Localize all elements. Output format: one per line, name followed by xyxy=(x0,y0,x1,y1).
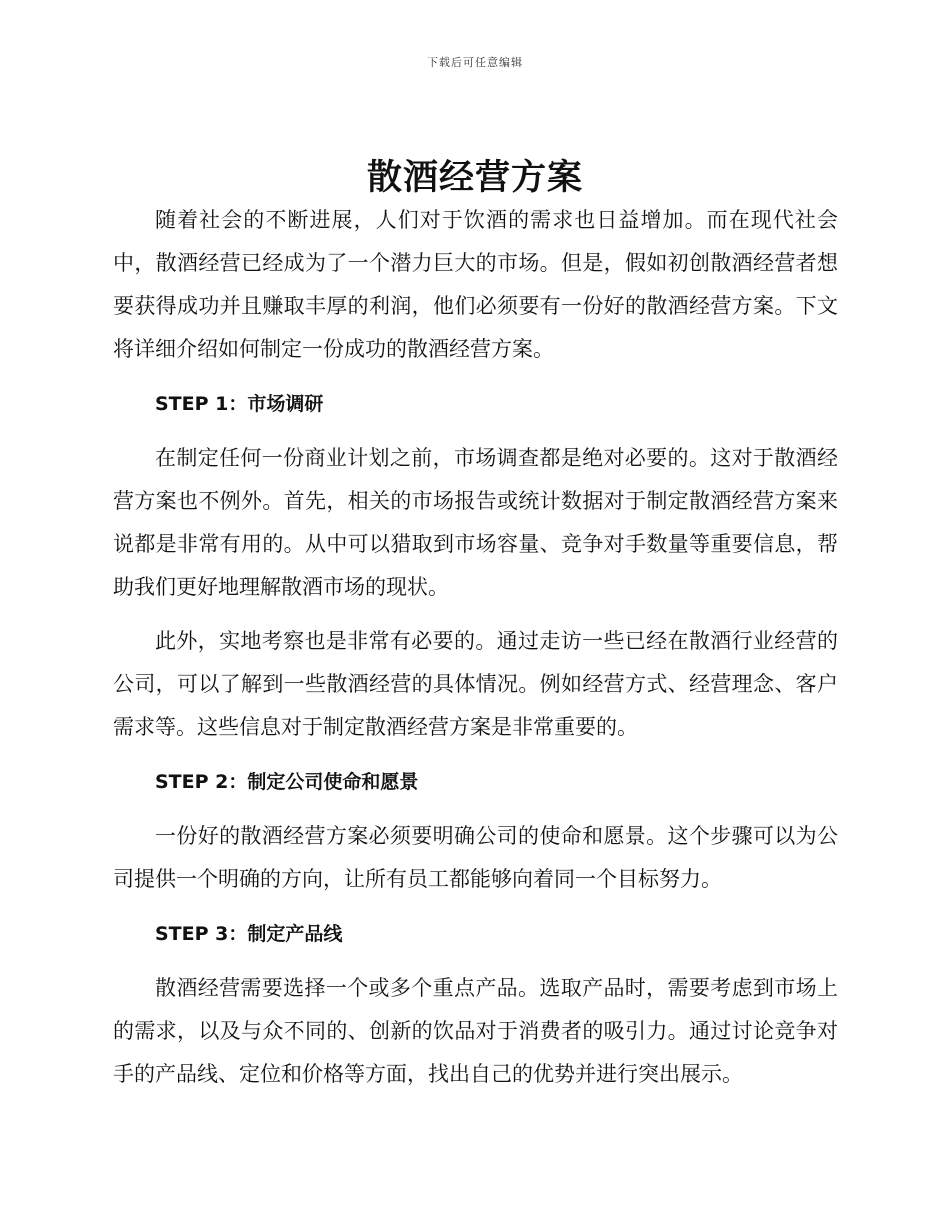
step-1-paragraph-2: 此外，实地考察也是非常有必要的。通过走访一些已经在散酒行业经营的公司，可以了解到一些散酒经营的具体情况。例如经营方式、经营理念、客户需求等。这些信息对于制定散酒经营方案是非常重要的。 xyxy=(113,629,838,739)
step-3-paragraph: 散酒经营需要选择一个或多个重点产品。选取产品时，需要考虑到市场上的需求，以及与众不同的、创新的饮品对于消费者的吸引力。通过讨论竞争对手的产品线、定位和价格等方面，找出自己的优势并进行突出展示。 xyxy=(113,976,838,1086)
step-1-paragraph-1: 在制定任何一份商业计划之前，市场调查都是绝对必要的。这对于散酒经营方案也不例外。首先，相关的市场报告或统计数据对于制定散酒经营方案来说都是非常有用的。从中可以猎取到市场容量、竞争对手数量等重要信息，帮助我们更好地理解散酒市场的现状。 xyxy=(113,446,838,599)
step-2-paragraph: 一份好的散酒经营方案必须要明确公司的使命和愿景。这个步骤可以为公司提供一个明确的方向，让所有员工都能够向着同一个目标努力。 xyxy=(113,824,838,891)
step-3-heading: STEP 3：制定产品线 xyxy=(155,923,343,945)
document-title: 散酒经营方案 xyxy=(366,158,583,198)
document-body xyxy=(113,199,838,1096)
step-2-heading: STEP 2：制定公司使命和愿景 xyxy=(155,771,419,793)
step-1-heading: STEP 1：市场调研 xyxy=(155,393,324,415)
intro-paragraph: 随着社会的不断进展，人们对于饮酒的需求也日益增加。而在现代社会中，散酒经营已经成为了一个潜力巨大的市场。但是，假如初创散酒经营者想要获得成功并且赚取丰厚的利润，他们必须要有一份好的散酒经营方案。下文将详细介绍如何制定一份成功的散酒经营方案。 xyxy=(113,208,838,361)
page-header-note: 下载后可任意编辑 xyxy=(427,56,523,69)
